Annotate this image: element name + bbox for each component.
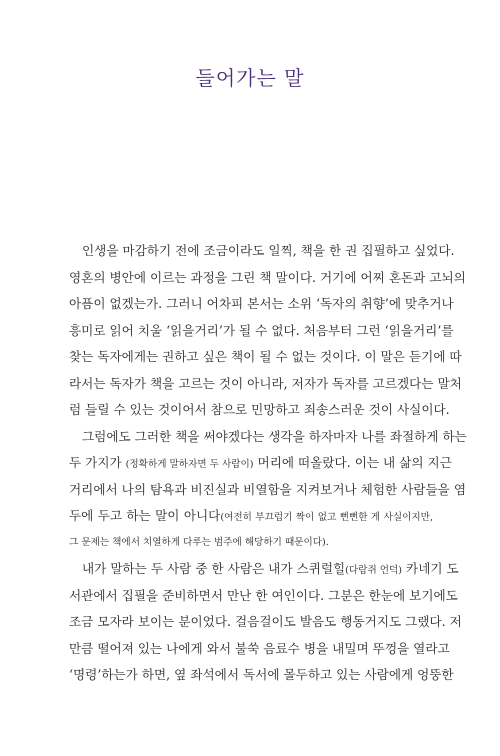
text-line: 거리에서 나의 탐욕과 비진실과 비열함을 지켜보거나 체험한 사람들을 염: [69, 481, 466, 497]
parenthetical-note: (여전히 부끄럽기 짝이 없고 뻔뻔한 게 사실이지만,: [220, 512, 433, 523]
text-line: [69, 450, 452, 477]
text-line: [69, 556, 459, 583]
text-line: 아픔이 없겠는가. 그러니 어차피 본서는 소위 ‘독자의 취향’에 맞추거나: [69, 296, 454, 311]
text-line: [69, 503, 433, 530]
text-line: 흥미로 읽어 치울 ‘읽을거리’가 될 수 없다. 처음부터 그런 ‘읽을거리’를: [69, 322, 454, 338]
text-segment: 두에 두고 하는 말이 아니다: [69, 508, 221, 523]
text-segment: 카네기 도: [402, 561, 459, 576]
text-line: 조금 모자라 보이는 분이었다. 걸음걸이도 발음도 행동거지도 그랬다. 저: [69, 614, 462, 629]
chapter-title: 들어가는 말: [195, 66, 305, 90]
text-segment: 내가 말하는 두 사람 중 한 사람은 내가 스퀴럴힐: [82, 561, 346, 576]
parenthetical-note: (다람쥐 언덕): [345, 565, 403, 576]
body-text: [69, 238, 467, 689]
text-line: ‘명령’하는가 하면, 옆 좌석에서 독서에 몰두하고 있는 사람에게 엉뚱한: [69, 667, 454, 682]
text-segment: 머리에 떠올랐다. 이는 내 삶의 지근: [253, 455, 452, 470]
text-line: 서관에서 집필을 준비하면서 만난 한 여인이다. 그분은 한눈에 보기에도: [69, 587, 458, 603]
text-line: 그럼에도 그러한 책을 써야겠다는 생각을 하자마자 나를 좌절하게 하는: [82, 428, 467, 444]
text-line: 그 문제는 책에서 치열하게 다루는 범주에 해당하기 때문이다).: [69, 536, 329, 548]
text-line: 찾는 독자에게는 권하고 싶은 책이 될 수 없는 것이다. 이 말은 듣기에 따: [69, 349, 462, 364]
text-line: 영혼의 병안에 이르는 과정을 그린 책 말이다. 거기에 어찌 혼돈과 고뇌의: [69, 269, 466, 285]
text-line: 라서는 독자가 책을 고르는 것이 아니라, 저자가 독자를 고르겠다는 말처: [69, 375, 462, 391]
text-line: 럼 들릴 수 있는 것이어서 참으로 민망하고 죄송스러운 것이 사실이다.: [69, 402, 450, 417]
text-line: 인생을 마감하기 전에 조금이라도 일찍, 책을 한 권 집필하고 싶었다.: [82, 243, 455, 258]
text-line: 만큼 떨어져 있는 나에게 와서 불쑥 음료수 병을 내밀며 뚜껑을 열라고: [69, 640, 450, 656]
parenthetical-note: (정확하게 말하자면 두 사람이): [125, 459, 254, 470]
text-segment: 두 가지가: [69, 455, 126, 470]
